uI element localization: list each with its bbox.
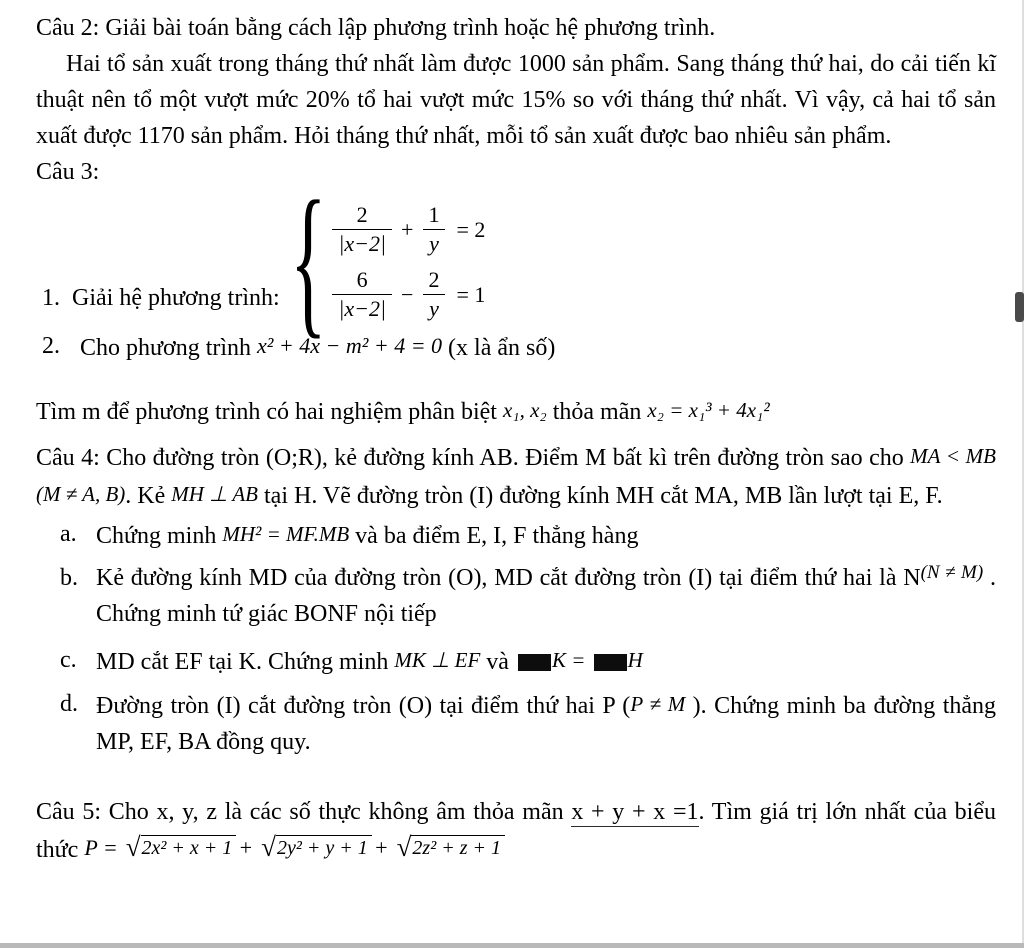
operator: − (401, 281, 414, 307)
sqrt-expression (261, 832, 372, 862)
text-segment: và (480, 649, 515, 675)
inline-formula: P ≠ M (630, 692, 686, 716)
inline-formula: x₁, x₂ (502, 398, 547, 422)
text-segment: . Tìm giá trị lớn nhất của biểu thức (36, 799, 997, 863)
inline-formula: K = (551, 648, 591, 672)
numerator: 2 (428, 267, 440, 292)
cau5-text (36, 794, 996, 868)
inline-formula: (N ≠ M) (920, 562, 984, 583)
photo-smudge-artifact (1015, 292, 1024, 322)
item-text: Giải hệ phương trình: (72, 285, 280, 311)
obscured-glyph (518, 654, 551, 671)
inline-formula: MH² = MF.MB (222, 522, 350, 546)
item-marker: a. (60, 521, 77, 547)
denominator: y (423, 294, 445, 320)
system-equations (332, 200, 485, 320)
cau3-item2 (42, 328, 996, 366)
item-marker: 1. (42, 285, 60, 311)
numerator: 1 (428, 202, 440, 227)
item-marker: b. (60, 565, 78, 591)
text-segment: ). Chứng minh ba đường thẳng MP, EF, BA đồng quy. (96, 693, 997, 755)
photo-bottom-edge-artifact (0, 943, 1024, 948)
radical-icon: √ (396, 832, 412, 862)
denominator: |x−2| (332, 294, 392, 320)
cau3-heading: Câu 3: (36, 159, 100, 185)
radical-icon: √ (125, 832, 141, 862)
cau2-heading: Câu 2: Giải bài toán bằng cách lập phương trình hoặc hệ phương trình. (36, 15, 716, 41)
fraction (422, 269, 445, 320)
radicand: 2z² + z + 1 (411, 835, 505, 859)
text-segment: tại H. Vẽ đường tròn (I) đường kính MH cắt MA, MB lần lượt tại E, F. (258, 483, 943, 509)
numerator: 6 (356, 267, 368, 292)
fraction (332, 204, 392, 255)
obscured-glyph (594, 654, 627, 671)
numerator: 2 (356, 202, 368, 227)
item-marker: 2. (42, 333, 60, 359)
cau3-tim-line (36, 392, 996, 430)
equation-2 (332, 269, 485, 320)
condition-underlined: x + y + x =1 (571, 799, 699, 825)
text-segment: thỏa mãn (546, 399, 648, 425)
item-text (96, 686, 996, 760)
text-segment: MD cắt EF tại K. Chứng minh (96, 649, 395, 675)
left-brace: { (289, 167, 327, 353)
text-segment: Câu 5: Cho x, y, z là các số thực không âm thỏa mãn (36, 799, 572, 825)
text-segment: Tìm m để phương trình có hai nghiệm phân biệt (36, 399, 503, 425)
sqrt-expression (125, 832, 237, 862)
equation-rhs: = 2 (456, 216, 486, 242)
plus-operator: + (238, 835, 254, 860)
cau4-item-b (60, 560, 996, 632)
cau2-body: Hai tổ sản xuất trong tháng thứ nhất làm được 1000 sản phẩm. Sang tháng thứ hai, do cải tiến kĩ thuật nên tổ một vượt mức 20% tổ hai vượt mức 15% so với tháng thứ nhất. Vì vậy, cả hai tổ sản xuất được 1170 sản phẩm. Hỏi tháng thứ nhất, mỗi tổ sản xuất được bao nhiêu sản phẩm. (36, 51, 996, 149)
cau4-item-d (60, 686, 996, 760)
inline-formula: x² + 4x − m² + 4 = 0 (257, 333, 443, 358)
inline-formula: x₂ = x₁³ + 4x₁² (647, 398, 770, 422)
text-segment: Câu 4: Cho đường tròn (O;R), kẻ đường kính AB. Điểm M bất kì trên đường tròn sao cho (36, 445, 911, 471)
inline-formula: MK ⊥ EF (394, 648, 481, 672)
fraction (332, 269, 392, 320)
text-segment: Cho phương trình (80, 335, 258, 361)
inline-formula: MH ⊥ AB (171, 482, 258, 506)
plus-operator: + (373, 835, 389, 860)
text-segment: Kẻ đường kính MD của đường tròn (O), MD cắt đường tròn (I) tại điểm thứ hai là N (96, 565, 921, 591)
operator: + (401, 216, 414, 242)
text-segment: (x là ẩn số) (442, 335, 556, 361)
item-marker: d. (60, 691, 78, 717)
text-segment: và ba điểm E, I, F thẳng hàng (349, 523, 639, 549)
text-segment: . Chứng minh tứ giác BONF nội tiếp (96, 565, 996, 627)
inline-formula: MA < MB (M ≠ A, B) (36, 444, 996, 506)
equation-rhs: = 1 (456, 281, 486, 307)
text-segment: Đường tròn (I) cắt đường tròn (O) tại điểm thứ hai P ( (96, 693, 631, 719)
text-segment: Chứng minh (96, 523, 223, 549)
item-text (96, 642, 996, 680)
cau4-item-c (60, 642, 996, 680)
text-segment: . Kẻ (125, 483, 172, 509)
cau4-intro (36, 438, 996, 514)
item-text (96, 560, 996, 632)
cau4-item-a (60, 516, 996, 554)
fraction (422, 204, 445, 255)
formula-lhs: P = (84, 835, 118, 860)
cau3-item1-label (42, 280, 280, 326)
item-marker: c. (60, 647, 77, 673)
sqrt-expression (396, 832, 505, 862)
radical-icon: √ (261, 832, 276, 862)
denominator: y (423, 229, 445, 255)
item-text (96, 516, 996, 554)
item-text (80, 328, 996, 366)
radicand: 2x² + x + 1 (141, 835, 237, 859)
equation-1 (332, 204, 485, 255)
inline-formula: H (627, 648, 643, 672)
denominator: |x−2| (332, 229, 392, 255)
radicand: 2y² + y + 1 (276, 835, 372, 859)
